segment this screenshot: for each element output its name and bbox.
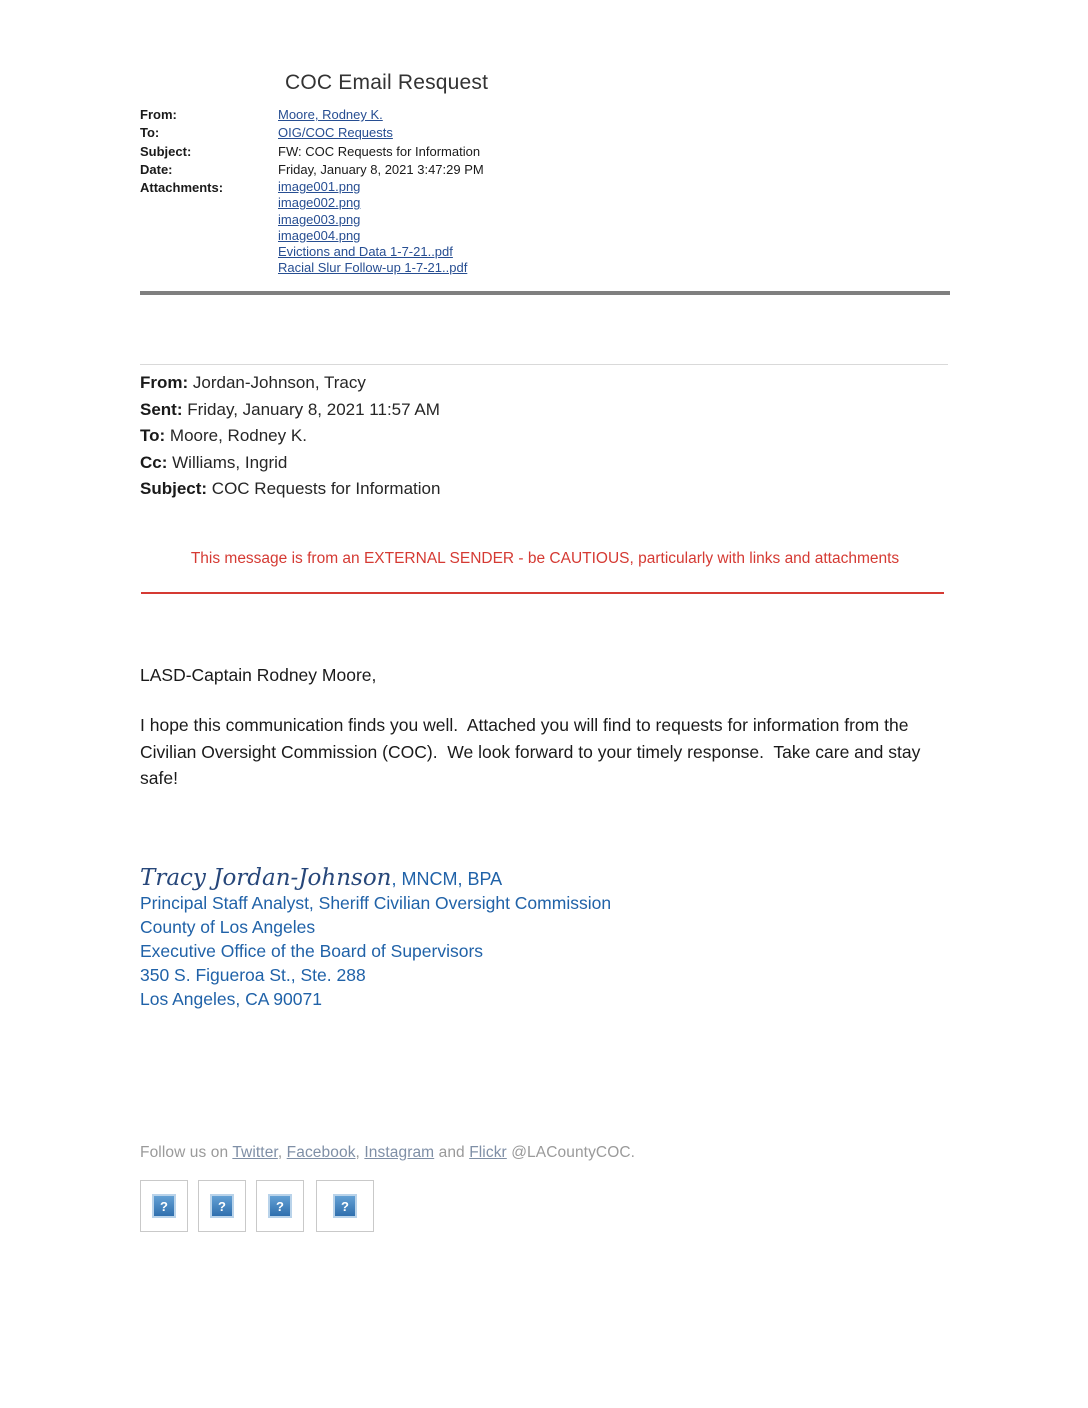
broken-image-row: [140, 1180, 374, 1232]
separator-text: ,: [277, 1144, 287, 1161]
email-header-table: [140, 106, 484, 276]
fwd-subject-label: Subject:: [140, 479, 208, 499]
fwd-cc-row: [140, 450, 440, 477]
attachments-list: [278, 179, 467, 276]
broken-image-placeholder: [256, 1180, 304, 1232]
missing-image-icon: ?: [333, 1194, 357, 1218]
date-label: Date:: [140, 161, 173, 177]
signature-block: [140, 866, 611, 1011]
to-label: To:: [140, 125, 160, 141]
from-sender-link[interactable]: Moore, Rodney K.: [278, 107, 383, 122]
broken-image-placeholder: [140, 1180, 188, 1232]
signature-office: Executive Office of the Board of Supervisors: [140, 941, 484, 961]
fwd-sent-value: Friday, January 8, 2021 11:57 AM: [187, 399, 440, 419]
signature-name-row: [140, 866, 611, 891]
separator-text: ,: [355, 1144, 365, 1161]
attachment-link[interactable]: image003.png: [278, 211, 361, 227]
fwd-to-row: [140, 423, 440, 450]
fwd-cc-value: Williams, Ingrid: [172, 452, 288, 472]
header-row-date: [140, 161, 484, 179]
fwd-from-value: Jordan-Johnson, Tracy: [192, 373, 366, 392]
forwarded-message-header: [140, 370, 440, 503]
fwd-cc-label: Cc:: [140, 452, 168, 472]
fwd-sent-row: [140, 397, 440, 424]
attachment-link[interactable]: Evictions and Data 1-7-21..pdf: [278, 244, 453, 259]
attachment-link[interactable]: image002.png: [278, 195, 361, 211]
subject-value: FW: COC Requests for Information: [278, 143, 481, 159]
date-value: Friday, January 8, 2021 3:47:29 PM: [278, 161, 484, 177]
missing-image-icon: ?: [268, 1194, 292, 1218]
header-divider: [140, 291, 950, 295]
body-greeting: LASD-Captain Rodney Moore,: [140, 665, 377, 685]
signature-credentials: , MNCM, BPA: [391, 869, 503, 889]
signature-city-state: Los Angeles, CA 90071: [140, 989, 322, 1009]
header-row-subject: [140, 143, 484, 161]
page-title: COC Email Resquest: [285, 71, 489, 94]
header-row-to: [140, 124, 484, 142]
external-sender-warning: This message is from an EXTERNAL SENDER - be CAUTIOUS, particularly with links and attachments: [190, 550, 900, 567]
attachment-link[interactable]: image001.png: [278, 179, 361, 195]
follow-prefix-text: Follow us on: [140, 1144, 233, 1161]
signature-org: County of Los Angeles: [140, 917, 316, 937]
missing-image-icon: ?: [152, 1194, 176, 1218]
instagram-link[interactable]: Instagram: [364, 1144, 435, 1161]
attachment-link[interactable]: image004.png: [278, 227, 361, 243]
fwd-to-label: To:: [140, 426, 166, 446]
fwd-from-label: From:: [140, 373, 189, 392]
header-row-attachments: [140, 179, 484, 276]
signature-street-address: 350 S. Figueroa St., Ste. 288: [140, 965, 366, 985]
handle-text: @LACountyCOC.: [506, 1144, 636, 1161]
attachment-link[interactable]: Racial Slur Follow-up 1-7-21..pdf: [278, 260, 468, 276]
fwd-subject-value: COC Requests for Information: [211, 479, 441, 499]
warning-divider: [141, 592, 944, 594]
subject-label: Subject:: [140, 143, 192, 159]
broken-image-placeholder: [198, 1180, 246, 1232]
fwd-subject-row: [140, 476, 440, 503]
to-recipient-link[interactable]: OIG/COC Requests: [278, 125, 393, 141]
and-text: and: [434, 1144, 470, 1161]
fwd-to-value: Moore, Rodney K.: [169, 426, 307, 446]
header-row-from: [140, 106, 484, 124]
social-follow-line: [140, 1144, 635, 1162]
forwarded-section-divider: [140, 364, 948, 365]
body-paragraph: I hope this communication finds you well. Attached you will find to requests for information from the Civilian Oversight Commission (COC). We look forward to your timely response. Take care and stay safe!: [140, 715, 926, 788]
attachments-label: Attachments:: [140, 180, 224, 196]
broken-image-placeholder: [316, 1180, 374, 1232]
twitter-link[interactable]: Twitter: [232, 1144, 278, 1161]
signature-job-title: Principal Staff Analyst, Sheriff Civilian Oversight Commission: [140, 893, 612, 913]
fwd-from-row: [140, 370, 440, 397]
fwd-sent-label: Sent:: [140, 399, 183, 419]
from-label: From:: [140, 107, 177, 122]
missing-image-icon: ?: [210, 1194, 234, 1218]
flickr-link[interactable]: Flickr: [469, 1144, 507, 1161]
facebook-link[interactable]: Facebook: [286, 1144, 356, 1161]
signature-name: Tracy Jordan-Johnson: [140, 865, 392, 891]
